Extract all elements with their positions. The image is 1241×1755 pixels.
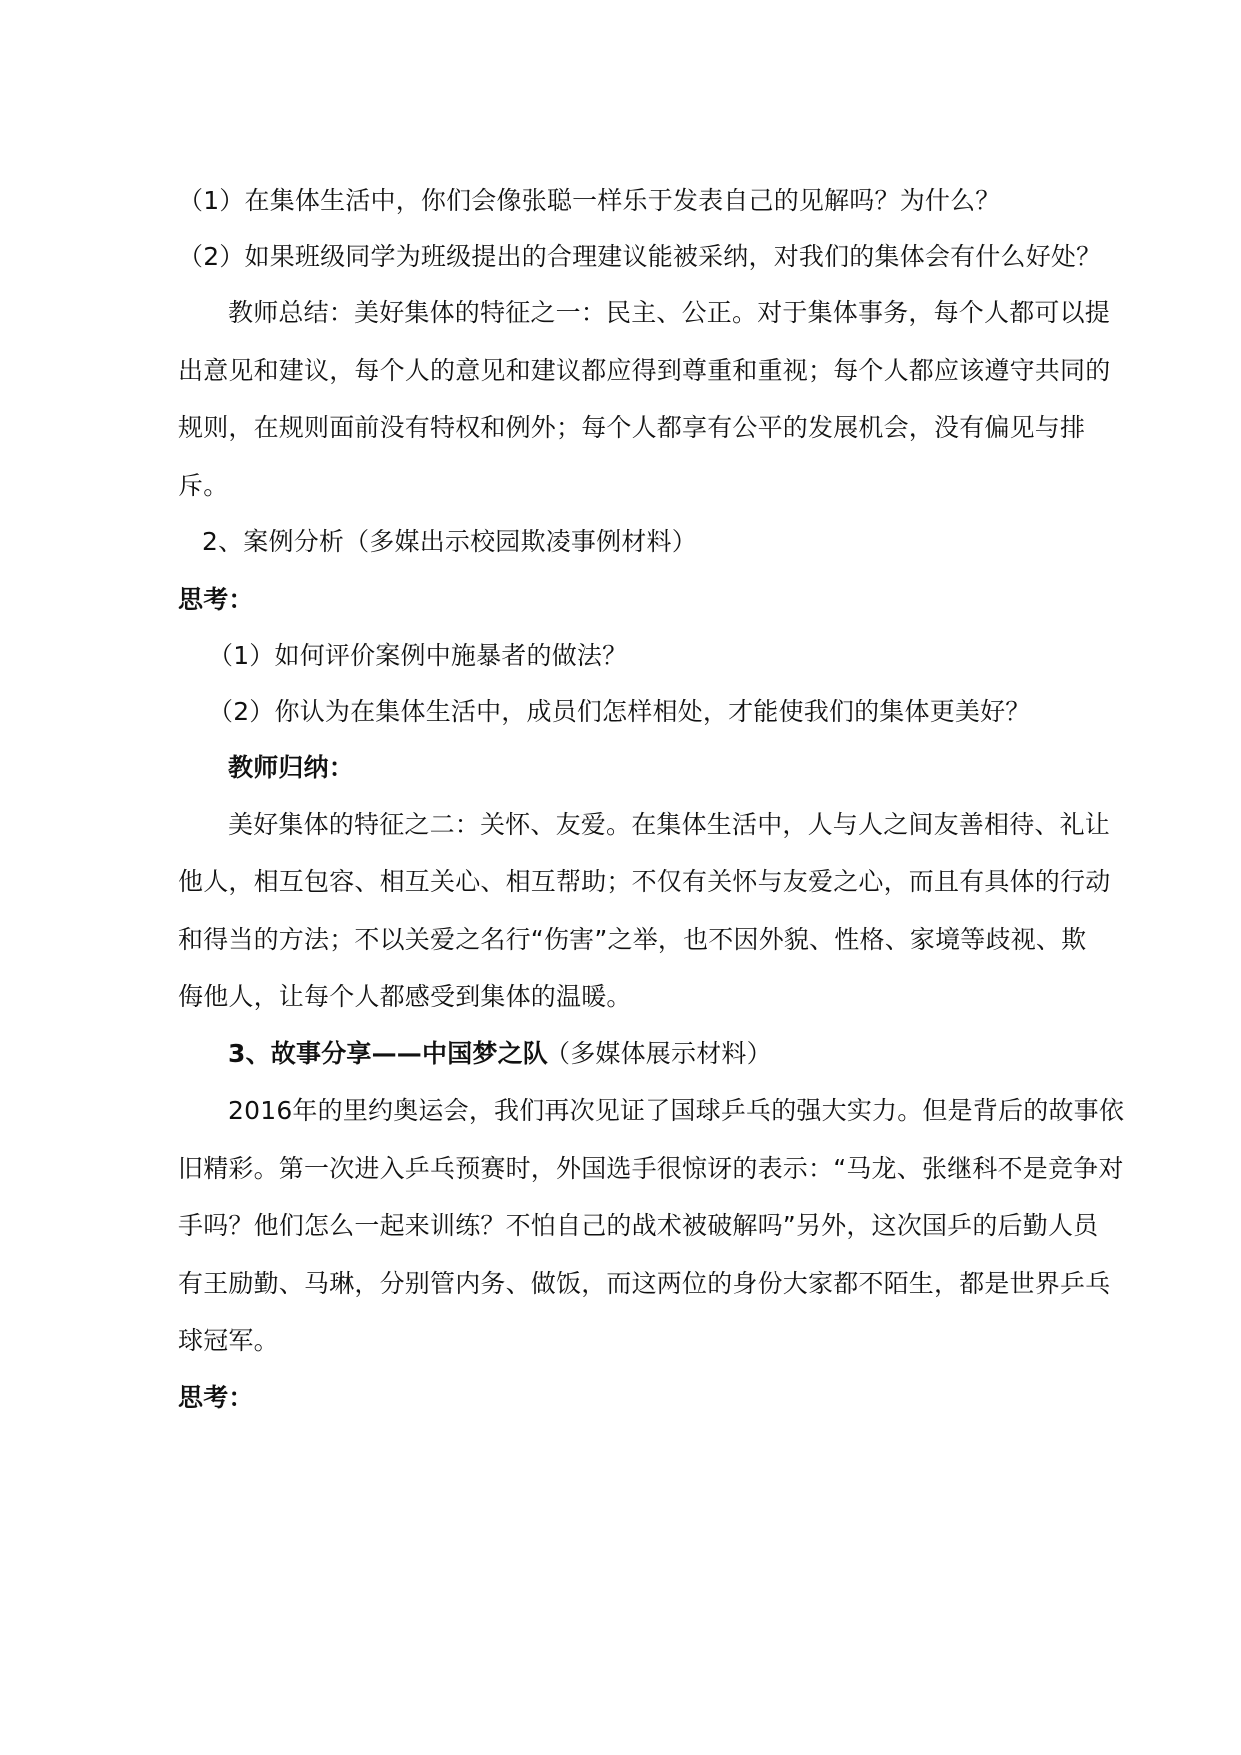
teacher-summary-line-3: 规则，在规则面前没有特权和例外；每个人都享有公平的发展机会，没有偏见与排	[178, 413, 1086, 442]
teacher-conclusion-label: 教师归纳：	[228, 753, 355, 782]
teacher-summary-line-1: 教师总结：美好集体的特征之一：民主、公正。对于集体事务，每个人都可以提	[228, 298, 1111, 327]
story-line-2: 旧精彩。第一次进入乒乓预赛时，外国选手很惊讶的表示：“马龙、张继科不是竞争对	[178, 1154, 1124, 1183]
question-2-line: （2）如果班级同学为班级提出的合理建议能被采纳，对我们的集体会有什么好处？	[178, 242, 1102, 271]
teacher-summary-line-4: 斥。	[178, 471, 229, 500]
feature-2-line-3: 和得当的方法；不以关爱之名行“伤害”之举，也不因外貌、性格、家境等歧视、欺	[178, 925, 1087, 954]
question-3-line: （1）如何评价案例中施暴者的做法？	[208, 641, 628, 670]
story-line-3: 手吗？他们怎么一起来训练？不怕自己的战术被破解吗”另外，这次国乒的后勤人员	[178, 1211, 1099, 1240]
question-4-line: （2）你认为在集体生活中，成员们怎样相处，才能使我们的集体更美好？	[208, 697, 1031, 726]
question-1-line: （1）在集体生活中，你们会像张聪一样乐于发表自己的见解吗？为什么？	[178, 186, 1001, 215]
story-heading: 3、故事分享——中国梦之队	[228, 1039, 548, 1068]
story-heading-note: （多媒体展示材料）	[545, 1039, 772, 1068]
thinking-label-2: 思考：	[178, 1383, 254, 1412]
story-line-5: 球冠军。	[178, 1326, 279, 1355]
case-analysis-heading: 2、案例分析（多媒出示校园欺凌事例材料）	[202, 527, 697, 556]
teacher-summary-line-2: 出意见和建议，每个人的意见和建议都应得到尊重和重视；每个人都应该遵守共同的	[178, 356, 1111, 385]
story-line-1: 2016年的里约奥运会，我们再次见证了国球乒乓的强大实力。但是背后的故事依	[228, 1096, 1125, 1125]
feature-2-line-1: 美好集体的特征之二：关怀、友爱。在集体生活中，人与人之间友善相待、礼让	[228, 810, 1111, 839]
thinking-label-1: 思考：	[178, 585, 254, 614]
feature-2-line-4: 侮他人，让每个人都感受到集体的温暖。	[178, 982, 632, 1011]
story-line-4: 有王励勤、马琳，分别管内务、做饭，而这两位的身份大家都不陌生，都是世界乒乓	[178, 1269, 1111, 1298]
feature-2-line-2: 他人，相互包容、相互关心、相互帮助；不仅有关怀与友爱之心，而且有具体的行动	[178, 867, 1111, 896]
